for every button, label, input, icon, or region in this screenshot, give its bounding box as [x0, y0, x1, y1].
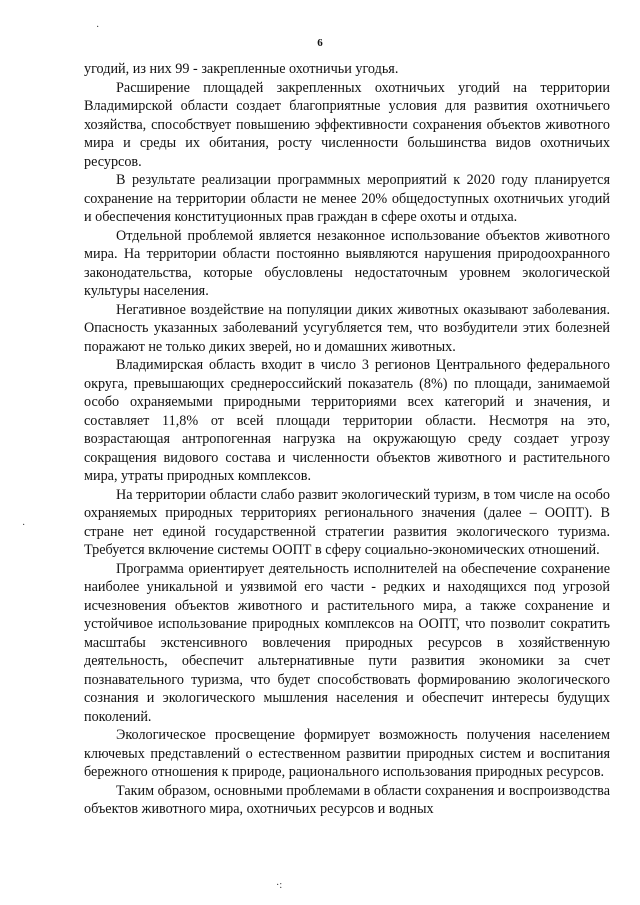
paragraph-education: Экологическое просвещение формирует возможность получения населением ключевых представлений о естественном развитии природных систем и воспитания бережного отношения к природе, рационального использования природных ресурсов. — [84, 727, 610, 780]
paragraph-ecotourism: На территории области слабо развит экологический туризм, в том числе на особо охраняемых природных территориях регионального значения (далее – ООПТ). В стране нет единой государственной стратегии развития экологического туризма. Требуется включение системы ООПТ в сферу социально-экономических отношений. — [84, 486, 610, 558]
scan-speck: · — [22, 520, 26, 531]
paragraph-program-goals: Программа ориентирует деятельность исполнителей на обеспечение сохранение наиболее уникальной и уязвимой его части - редких и находящихся под угрозой исчезновения объектов животного и растительного мира, а также сохранение и устойчивое использование природных комплексов на ООПТ, что позволит сократить масштабы экстенсивного вовлечения природных ресурсов в хозяйственную деятельность, обеспечит альтернативные пути развития экономики за счет познавательного туризма, что будет способствовать формированию экологического сознания и экологического мышления населения и обеспечит интересы будущих поколений. — [84, 560, 610, 725]
paragraph-hunting-grounds: Расширение площадей закрепленных охотничьих угодий на территории Владимирской области создает благоприятные условия для развития охотничьего хозяйства, способствует повышению эффективности сохранения объектов животного мира и среды их обитания, росту численности большинства видов охотничьих ресурсов. — [84, 79, 610, 170]
page-number: 6 — [317, 37, 323, 49]
paragraph-diseases: Негативное воздействие на популяции диких животных оказывают заболевания. Опасность указанных заболеваний усугубляется тем, что возбудители этих болезней поражают не только диких зверей, но и домашних животных. — [84, 301, 610, 355]
document-body — [84, 60, 610, 819]
paragraph-continuation: угодий, из них 99 - закрепленные охотничьи угодья. — [84, 61, 399, 77]
scan-speck: ·: — [276, 880, 283, 891]
paragraph-program-results: В результате реализации программных мероприятий к 2020 году планируется сохранение на территории области не менее 20% общедоступных охотничьих угодий и обеспечения конституционных прав граждан в сфере охоты и отдыха. — [84, 172, 610, 225]
paragraph-main-problems: Таким образом, основными проблемами в области сохранения и воспроизводства объектов животного мира, охотничьих ресурсов и водных — [84, 782, 610, 817]
scan-speck: · — [96, 22, 100, 33]
paragraph-illegal-use: Отдельной проблемой является незаконное использование объектов животного мира. На территории области постоянно выявляются нарушения природоохранного законодательства, которые обусловлены недостаточным уровнем экологической культуры населения. — [84, 227, 610, 299]
paragraph-protected-areas: Владимирская область входит в число 3 регионов Центрального федерального округа, превышающих среднероссийский показатель (8%) по площади, занимаемой особо охраняемыми природными территориями всех категорий и значения, и составляет 11,8% от всей площади территории области. Несмотря на это, возрастающая антропогенная нагрузка на окружающую среду создает угрозу сокращения видового состава и численности объектов животного и растительного мира, утраты природных комплексов. — [84, 357, 610, 484]
